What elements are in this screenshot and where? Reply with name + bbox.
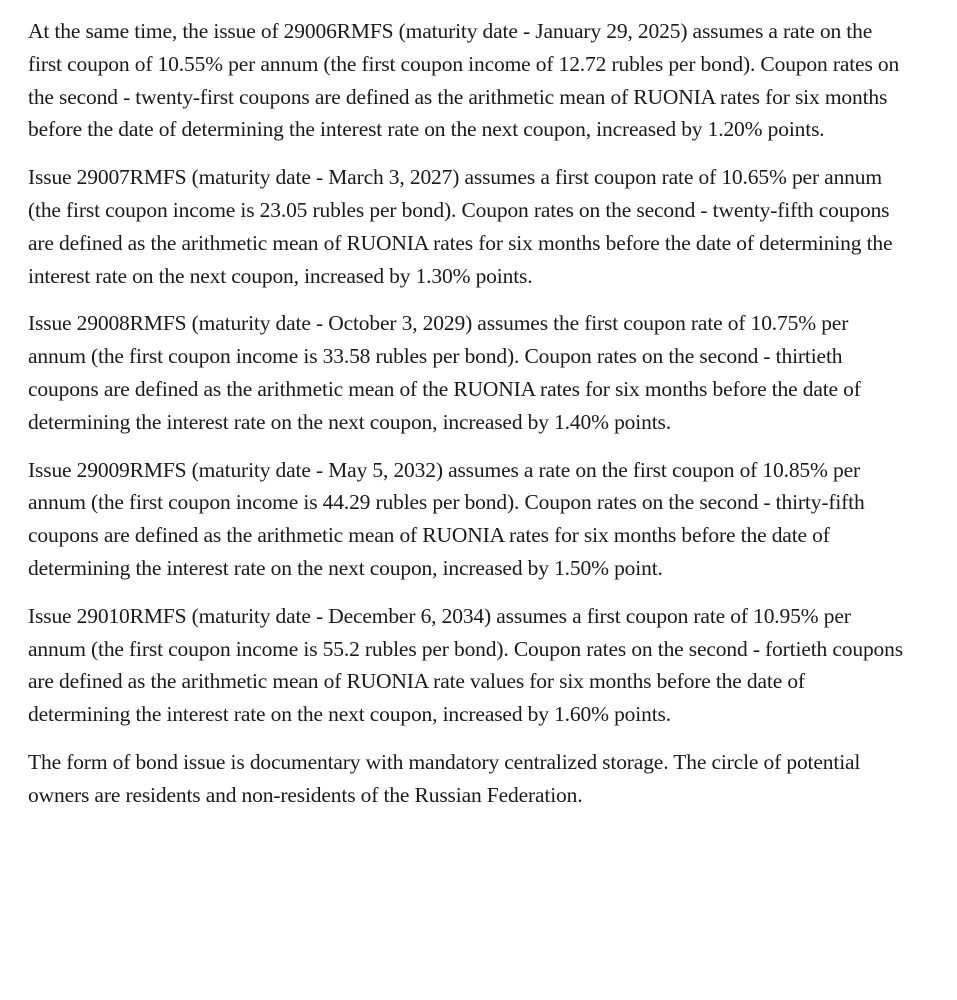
paragraph-29010rmfs: Issue 29010RMFS (maturity date - December 6, 2034) assumes a first coupon rate of 10.95% per annum (the first coupon income is 55.2 rubles per bond). Coupon rates on the second - fortieth coupons are defined as the arithmetic mean of RUONIA rate values for six months before the date of determining the interest rate on the next coupon, increased by 1.60% points. xyxy=(28,603,903,727)
paragraph-29006rmfs: At the same time, the issue of 29006RMFS (maturity date - January 29, 2025) assumes a rate on the first coupon of 10.55% per annum (the first coupon income of 12.72 rubles per bond). Coupon rates on the second - twenty-first coupons are defined as the arithmetic mean of RUONIA rates for six months before the date of determining the interest rate on the next coupon, increased by 1.20% points. xyxy=(28,19,900,142)
paragraph-bond-form: The form of bond issue is documentary with mandatory centralized storage. The circle of potential owners are residents and non-residents of the Russian Federation. xyxy=(28,749,861,807)
paragraph-29008rmfs: Issue 29008RMFS (maturity date - October 3, 2029) assumes the first coupon rate of 10.75% per annum (the first coupon income is 33.58 rubles per bond). Coupon rates on the second - thirtieth coupons are defined as the arithmetic mean of the RUONIA rates for six months before the date of determining the interest rate on the next coupon, increased by 1.40% points. xyxy=(28,311,861,434)
paragraph-29007rmfs: Issue 29007RMFS (maturity date - March 3, 2027) assumes a first coupon rate of 10.65% per annum (the first coupon income is 23.05 rubles per bond). Coupon rates on the second - twenty-fifth coupons are defined as the arithmetic mean of RUONIA rates for six months before the date of determining the interest rate on the next coupon, increased by 1.30% points. xyxy=(28,165,893,288)
paragraph-29009rmfs: Issue 29009RMFS (maturity date - May 5, 2032) assumes a rate on the first coupon of 10.85% per annum (the first coupon income is 44.29 rubles per bond). Coupon rates on the second - thirty-fifth coupons are defined as the arithmetic mean of RUONIA rates for six months before the date of determining the interest rate on the next coupon, increased by 1.50% point. xyxy=(28,457,865,580)
